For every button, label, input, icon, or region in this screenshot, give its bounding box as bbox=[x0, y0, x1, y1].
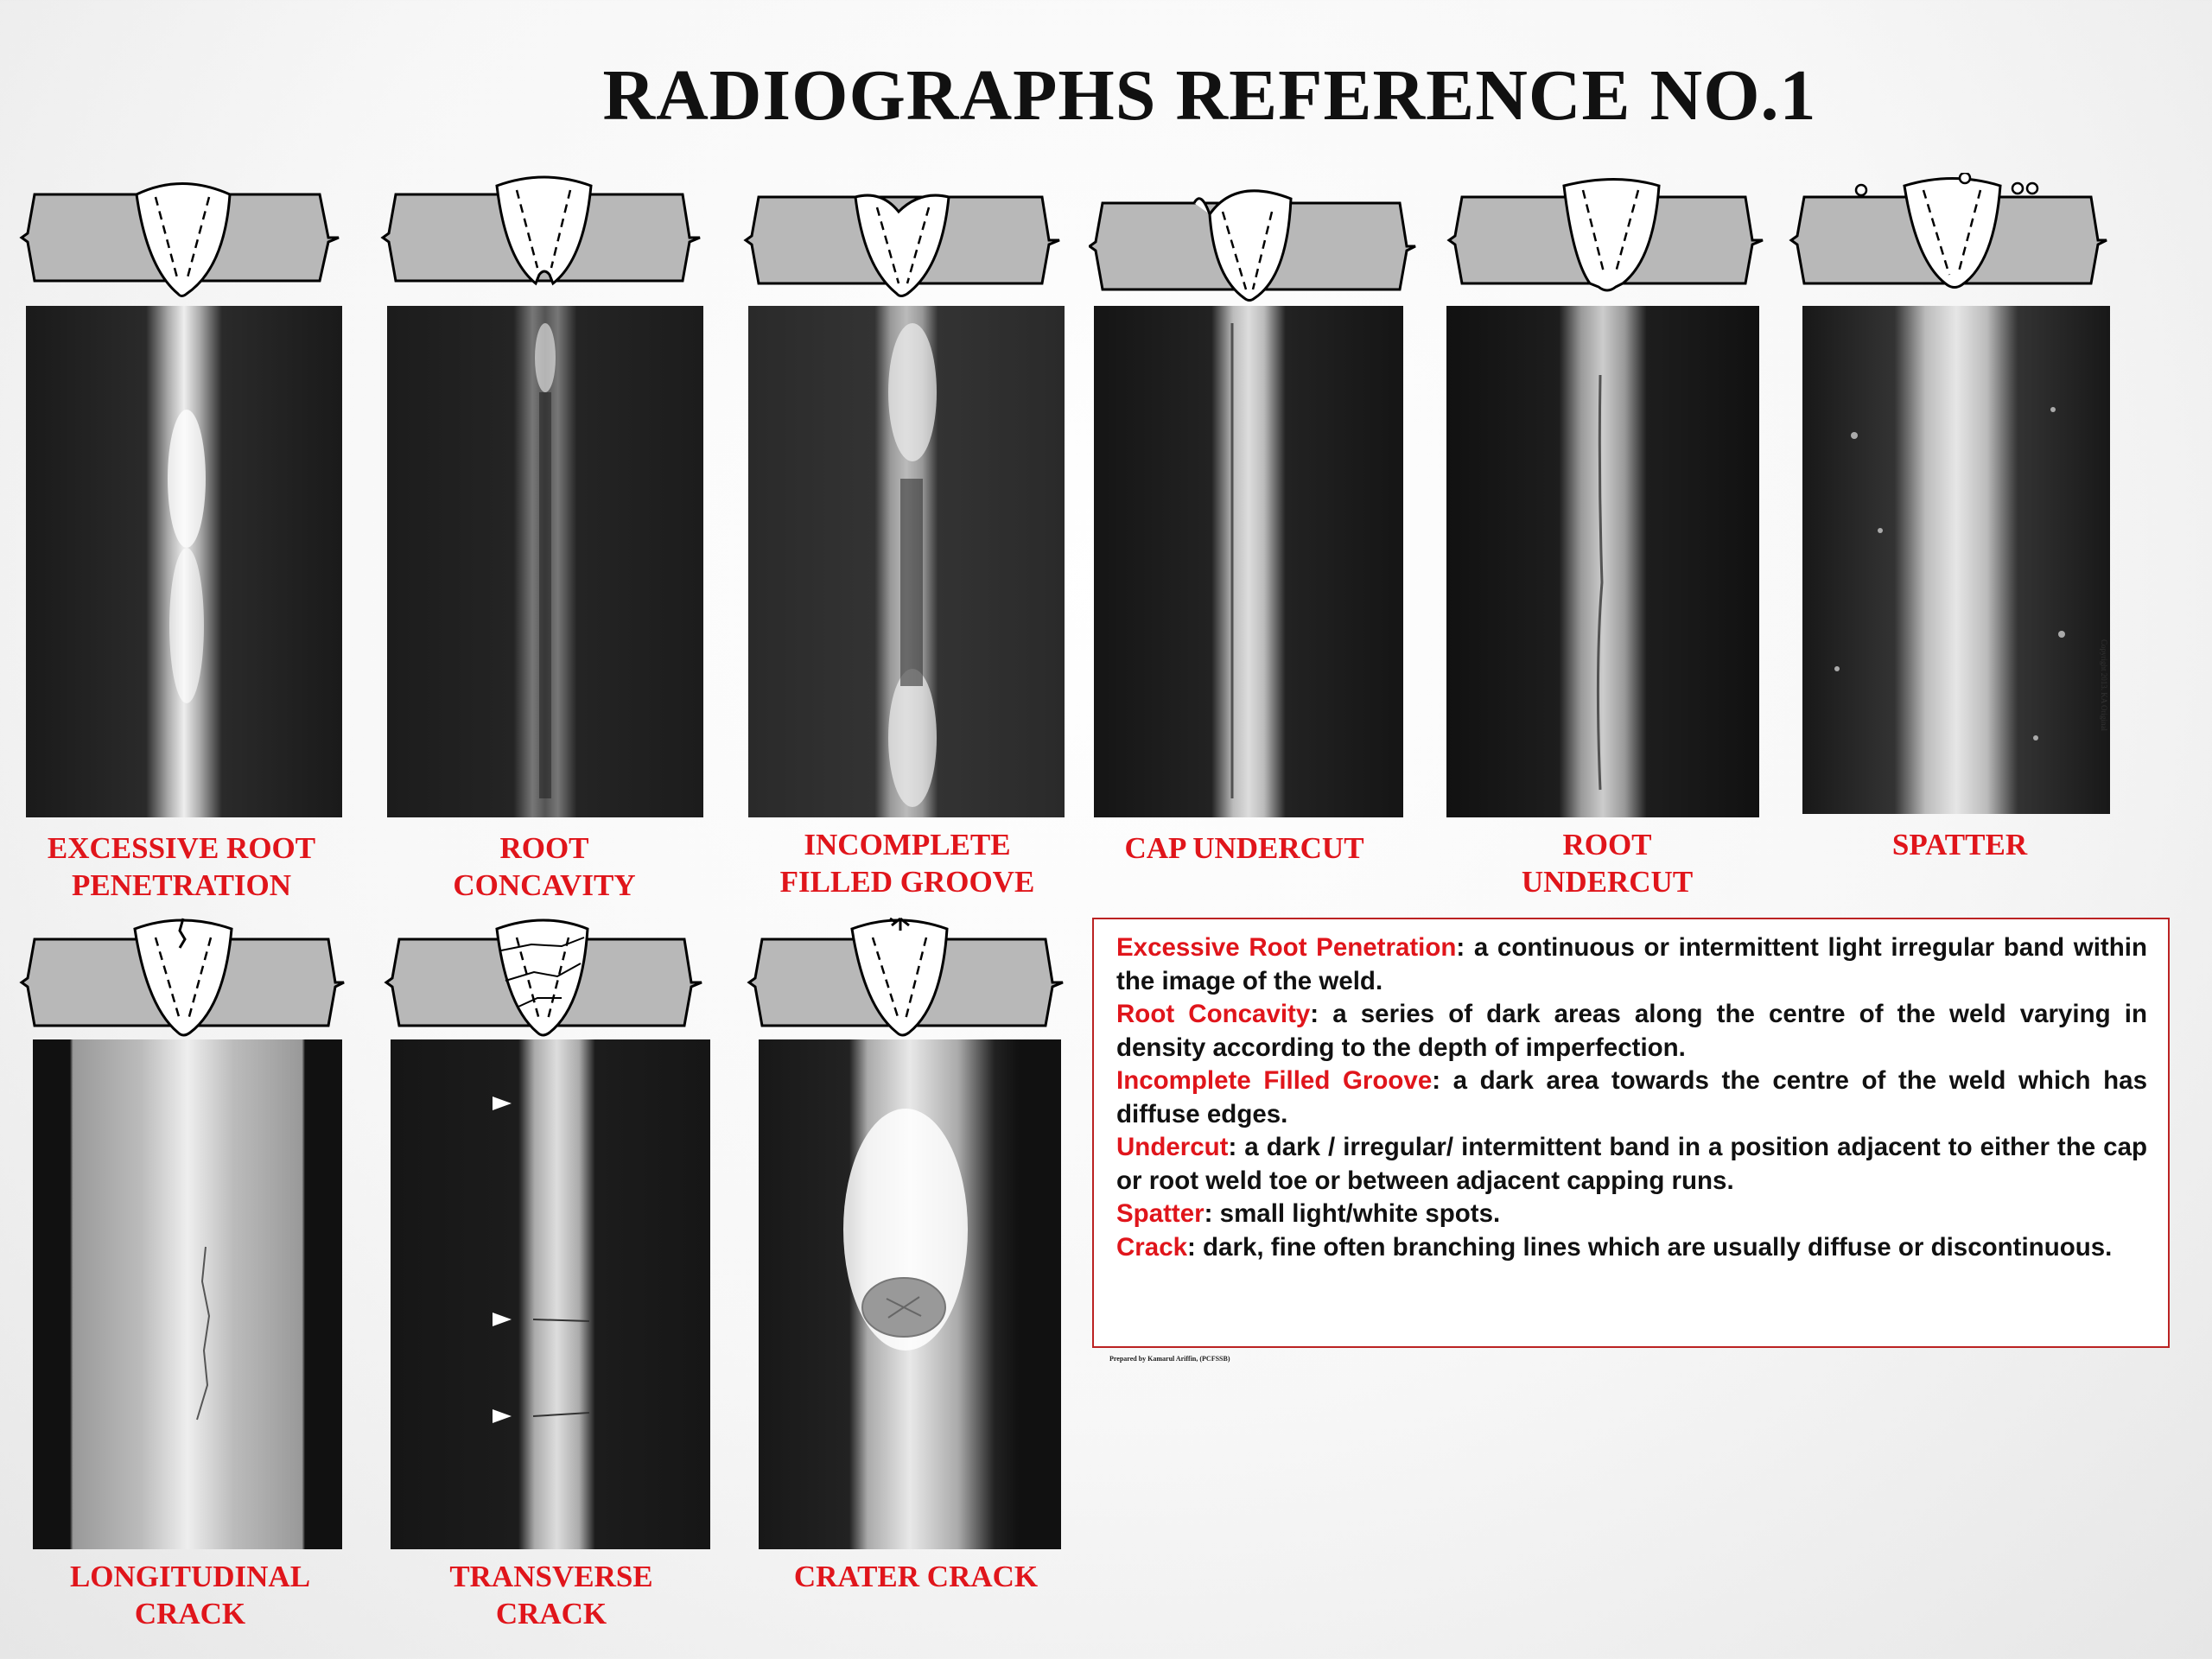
panel-transverse-crack bbox=[380, 912, 726, 1655]
caption-longitudinal-crack: LONGITUDINAL CRACK bbox=[69, 1560, 311, 1630]
radiograph-transverse-crack bbox=[391, 1039, 710, 1549]
radiograph-root-concavity bbox=[387, 306, 703, 817]
page-title: RADIOGRAPHS REFERENCE NO.1 bbox=[602, 55, 1817, 136]
description-root-concavity: Root Concavity: a series of dark areas along the centre of the weld varying in density according to the depth of imperfection. bbox=[1116, 1000, 2147, 1062]
radiograph-crater-crack bbox=[759, 1039, 1061, 1549]
caption-cap-undercut: CAP UNDERCUT bbox=[1124, 831, 1364, 865]
weld-diagram-longitudinal-crack bbox=[17, 912, 363, 1058]
radiograph-excessive-root-penetration bbox=[26, 306, 342, 817]
panel-root-concavity bbox=[380, 173, 709, 916]
caption-root-concavity: ROOT CONCAVITY bbox=[453, 831, 636, 902]
panel-longitudinal-crack bbox=[17, 912, 363, 1655]
weld-diagram-crater-crack bbox=[743, 912, 1089, 1058]
panel-cap-undercut bbox=[1089, 173, 1417, 916]
radiograph-incomplete-filled-groove bbox=[748, 306, 1065, 817]
weld-diagram-incomplete-filled-groove bbox=[743, 173, 1071, 311]
crack-indicator-arrow-icon bbox=[493, 1409, 512, 1423]
description-crack: Crack: dark, fine often branching lines which are usually diffuse or discontinuous. bbox=[1116, 1232, 2113, 1262]
radiograph-root-undercut bbox=[1446, 306, 1759, 817]
radiograph-cap-undercut bbox=[1094, 306, 1403, 817]
panel-excessive-root-penetration bbox=[17, 173, 346, 916]
caption-excessive-root-penetration: EXCESSIVE ROOT PENETRATION bbox=[47, 831, 316, 902]
caption-transverse-crack: TRANSVERSE CRACK bbox=[449, 1560, 653, 1630]
description-excessive-root-penetration: Excessive Root Penetration: a continuous or intermittent light irregular band within the image of the weld. bbox=[1116, 933, 2147, 995]
copyright-note: Copyright 2013. KA Original bbox=[2100, 639, 2108, 731]
description-undercut: Undercut: a dark / irregular/ intermittent band in a position adjacent to either the cap or root weld toe or between adjacent capping runs. bbox=[1116, 1133, 2147, 1195]
prepared-by-note: Prepared by Kamarul Ariffin, (PCFSSB) bbox=[1109, 1355, 1230, 1363]
panel-crater-crack bbox=[743, 912, 1089, 1655]
weld-diagram-excessive-root-penetration bbox=[17, 173, 346, 311]
weld-diagram-root-undercut bbox=[1443, 173, 1771, 311]
panel-spatter bbox=[1789, 173, 2126, 916]
weld-diagram-transverse-crack bbox=[380, 912, 726, 1058]
description-box bbox=[1092, 918, 2170, 1348]
panel-root-undercut bbox=[1443, 173, 1771, 916]
caption-spatter: SPATTER bbox=[1891, 828, 2028, 861]
weld-diagram-root-concavity bbox=[380, 173, 709, 311]
caption-root-undercut: ROOT UNDERCUT bbox=[1521, 828, 1694, 899]
radiograph-longitudinal-crack bbox=[33, 1039, 342, 1549]
description-spatter: Spatter: small light/white spots. bbox=[1116, 1199, 1501, 1228]
weld-diagram-spatter bbox=[1789, 173, 2126, 311]
crack-indicator-arrow-icon bbox=[493, 1313, 512, 1326]
description-incomplete-filled-groove: Incomplete Filled Groove: a dark area towards the centre of the weld which has diffuse edges. bbox=[1116, 1066, 2147, 1128]
radiograph-spatter bbox=[1802, 306, 2110, 814]
caption-incomplete-filled-groove: INCOMPLETE FILLED GROOVE bbox=[779, 828, 1035, 899]
caption-crater-crack: CRATER CRACK bbox=[793, 1560, 1039, 1593]
crack-indicator-arrow-icon bbox=[493, 1096, 512, 1110]
panel-incomplete-filled-groove bbox=[743, 173, 1071, 916]
weld-diagram-cap-undercut bbox=[1089, 173, 1417, 311]
